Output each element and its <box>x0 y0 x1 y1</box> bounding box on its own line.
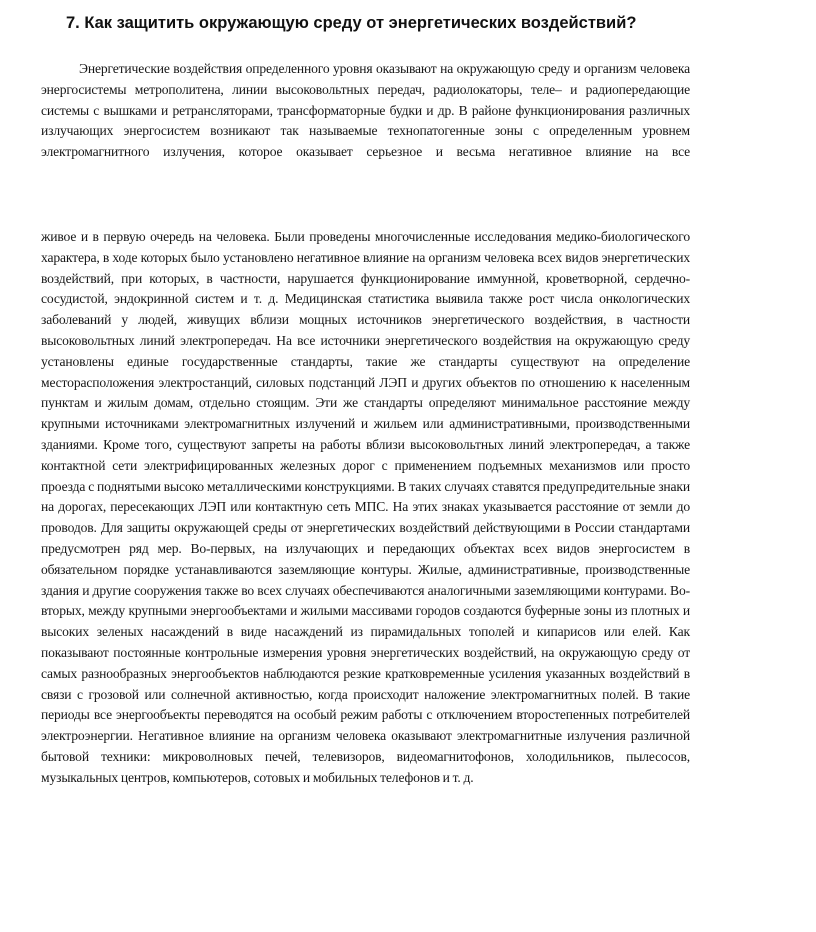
page-title: 7. Как защитить окружающую среду от энергетических воздействий? <box>66 14 637 32</box>
paragraph-1: Энергетические воздействия определенного уровня оказывают на окружающую среду и организм человека энергосистемы метрополитена, линии высоковольтных передач, радиолокаторы, теле– и радиопередающие системы с вышками и ретрансляторами, трансформаторные будки и др. В районе функционирования различных излучающих энергосистем возникают так называемые технопатогенные зоны с определенным уровнем электромагнитного излучения, которое оказывает серьезное и весьма негативное влияние на все <box>41 61 690 160</box>
paragraph-2: живое и в первую очередь на человека. Были проведены многочисленные исследования медико-биологического характера, в ходе которых было установлено негативное влияние на организм человека всех видов энергетических воздействий, при которых, в частности, нарушается функционирование иммунной, кроветворной, сердечно-сосудистой, эндокринной систем и т. д. Медицинская статистика выявила также рост числа онкологических заболеваний у людей, живущих вблизи мощных источников энергетического воздействия, в частности высоковольтных линий электропередач. На все источники энергетического воздействия на окружающую среду установлены единые государственные стандарты, такие же стандарты существуют на определение месторасположения электростанций, силовых подстанций ЛЭП и других объектов по отношению к населенным пунктам и жилым домам, отдельно стоящим. Эти же стандарты определяют минимальное расстояние между крупными источниками электромагнитных излучений и жильем или административными, производственными зданиями. Кроме того, существуют запреты на работы вблизи высоковольтных линий электропередач, а также контактной сети электрифицированных железных дорог с применением подъемных механизмов или просто проезда с поднятыми высоко металлическими конструкциями. В таких случаях ставятся предупредительные знаки на дорогах, пересекающих ЛЭП или контактную сеть МПС. На этих знаках указывается расстояние от земли до проводов. Для защиты окружающей среды от энергетических воздействий действующими в России стандартами предусмотрен ряд мер. Во-первых, на излучающих и передающих объектах всех видов энергосистем в обязательном порядке устанавливаются заземляющие контуры. Жилые, административные, производственные здания и другие сооружения также во всех случаях обеспечиваются аналогичными заземляющими контурами. Во-вторых, между крупными энергообъектами и жилыми массивами городов создаются буферные зоны из плотных и высоких зеленых насаждений в виде насаждений из пирамидальных тополей и кипарисов или елей. Как показывают постоянные контрольные измерения уровня энергетических воздействий, на окружающую среду от самых разнообразных энергообъектов наблюдаются резкие кратковременные усиления указанных воздействий в связи с грозовой или солнечной активностью, когда происходит наложение электромагнитных полей. В такие периоды все энергообъекты переводятся на особый режим работы с отключением второстепенных потребителей электроэнергии. Негативное влияние на организм человека оказывают электромагнитные излучения различной бытовой техники: микроволновых печей, телевизоров, видеомагнитофонов, холодильников, пылесосов, музыкальных центров, компьютеров, сотовых и мобильных телефонов и т. д. <box>41 229 690 785</box>
